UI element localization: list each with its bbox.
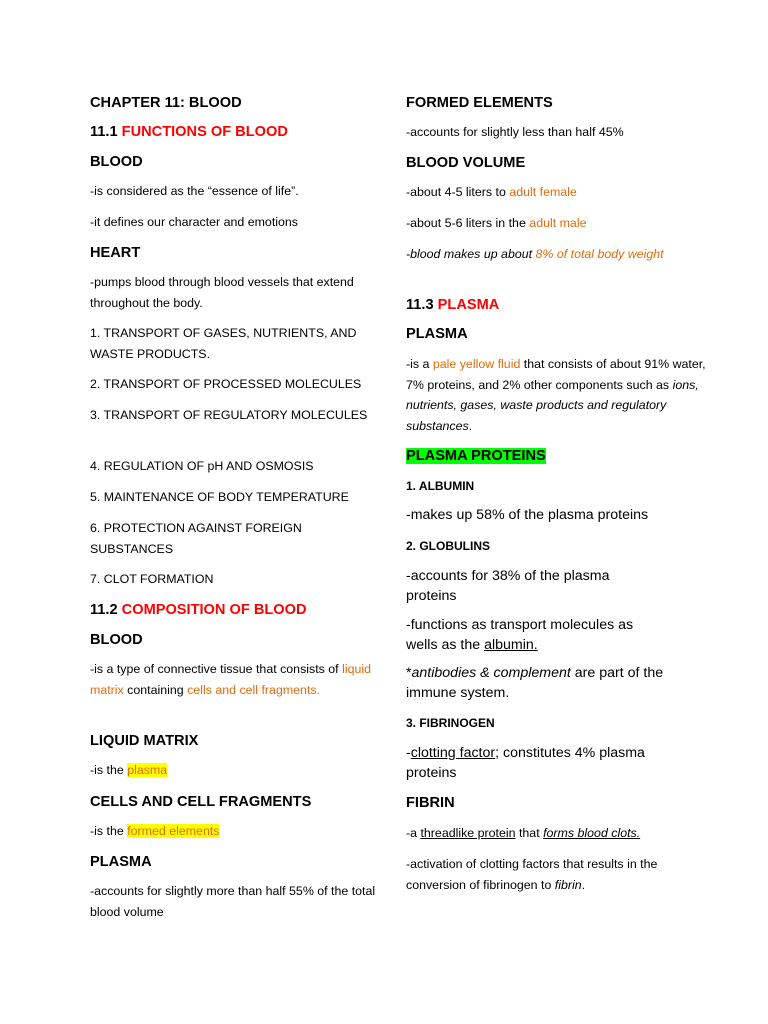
section-11-1-heading [90,123,380,141]
body-weight-term: 8% of total body weight [535,247,664,261]
globulins-description-1: -accounts for 38% of the plasma proteins [406,568,610,604]
function-item-6: 6. PROTECTION AGAINST FOREIGN SUBSTANCES [90,521,302,556]
antibodies-term: antibodies & complement [411,665,571,681]
function-item-7: 7. CLOT FORMATION [90,572,214,586]
section-title: FUNCTIONS OF BLOOD [121,124,288,140]
globulins-description-2: -functions as transport molecules as wells as the albumin. [406,617,634,653]
liquid-matrix-term: liquid matrix [90,662,372,697]
adult-female-term: adult female [509,185,577,199]
liquid-matrix-heading: LIQUID MATRIX [90,733,199,749]
plasma-proteins-heading: PLASMA PROTEINS [406,448,546,464]
fibrinogen-description: -clotting factor; constitutes 4% plasma proteins [406,745,645,781]
formed-elements-highlight: formed elements [127,824,220,838]
section-title: PLASMA [437,297,500,313]
cells-heading: CELLS AND CELL FRAGMENTS [90,794,312,810]
chapter-title: CHAPTER 11: BLOOD [90,95,242,111]
section-number: 11.2 [90,602,118,618]
function-item-1: 1. TRANSPORT OF GASES, NUTRIENTS, AND WASTE PRODUCTS. [90,326,357,361]
fibrinogen-heading: 3. FIBRINOGEN [406,716,495,730]
plasma-heading: PLASMA [90,854,152,870]
albumin-heading: 1. ALBUMIN [406,479,475,493]
blood-line-2: -it defines our character and emotions [90,215,298,229]
function-item-3: 3. TRANSPORT OF REGULATORY MOLECULES [90,408,368,422]
blood-heading: BLOOD [90,154,143,170]
pale-yellow-fluid-term: pale yellow fluid [432,357,521,371]
cells-term: cells and cell fragments. [187,682,321,697]
plasma-highlight: plasma [127,763,168,777]
blood-line-1: -is considered as the “essence of life”. [90,184,299,198]
function-item-4: 4. REGULATION OF pH AND OSMOSIS [90,459,314,473]
clotting-factor-term: clotting factor [410,745,496,761]
threadlike-protein-term: threadlike protein [420,826,516,840]
blood-composition-heading: BLOOD [90,632,143,648]
heart-description: -pumps blood through blood vessels that extend throughout the body. [90,275,354,310]
blood-volume-heading: BLOOD VOLUME [406,155,526,171]
albumin-link-text: albumin. [484,636,538,653]
globulins-heading: 2. GLOBULINS [406,539,491,553]
liquid-matrix-description: -is the plasma [90,763,168,777]
section-number: 11.1 [90,124,118,140]
globulins-note: *antibodies & complement are part of the immune system. [406,665,664,701]
blood-composition-description: -is a type of connective tissue that consists of liquid matrix containing cells and cell fragments. [90,662,372,697]
plasma-heading: PLASMA [406,326,468,342]
section-11-2-heading [90,601,380,619]
heart-heading: HEART [90,245,141,261]
formed-elements-heading: FORMED ELEMENTS [406,95,553,111]
plasma-description: -is a pale yellow fluid that consists of about 91% water, 7% proteins, and 2% other components such as ions, nutrients, gases, waste products and regulatory substances. [406,357,706,433]
fibrin-term: fibrin [554,877,582,892]
section-title: COMPOSITION OF BLOOD [121,602,307,618]
fibrin-heading: FIBRIN [406,795,455,811]
plasma-description: -accounts for slightly more than half 55% of the total blood volume [90,884,376,919]
fibrin-description-2: -activation of clotting factors that results in the conversion of fibrinogen to fibrin. [406,857,658,892]
female-volume: -about 4-5 liters to adult female [406,185,577,199]
male-volume: -about 5-6 liters in the adult male [406,216,587,230]
cells-description: -is the formed elements [90,824,220,838]
section-11-3-heading [406,296,706,314]
section-number: 11.3 [406,297,434,313]
formed-elements-description: -accounts for slightly less than half 45% [406,125,624,139]
function-item-5: 5. MAINTENANCE OF BODY TEMPERATURE [90,490,349,504]
adult-male-term: adult male [529,216,587,230]
albumin-description: -makes up 58% of the plasma proteins [406,507,649,523]
body-weight-note: -blood makes up about 8% of total body weight [406,247,664,261]
fibrin-description-1: -a threadlike protein that forms blood clots. [406,826,641,840]
forms-blood-clots-term: forms blood clots. [543,826,641,840]
function-item-2: 2. TRANSPORT OF PROCESSED MOLECULES [90,377,362,391]
components-list: ions, nutrients, gases, waste products and regulatory substances [406,377,699,433]
